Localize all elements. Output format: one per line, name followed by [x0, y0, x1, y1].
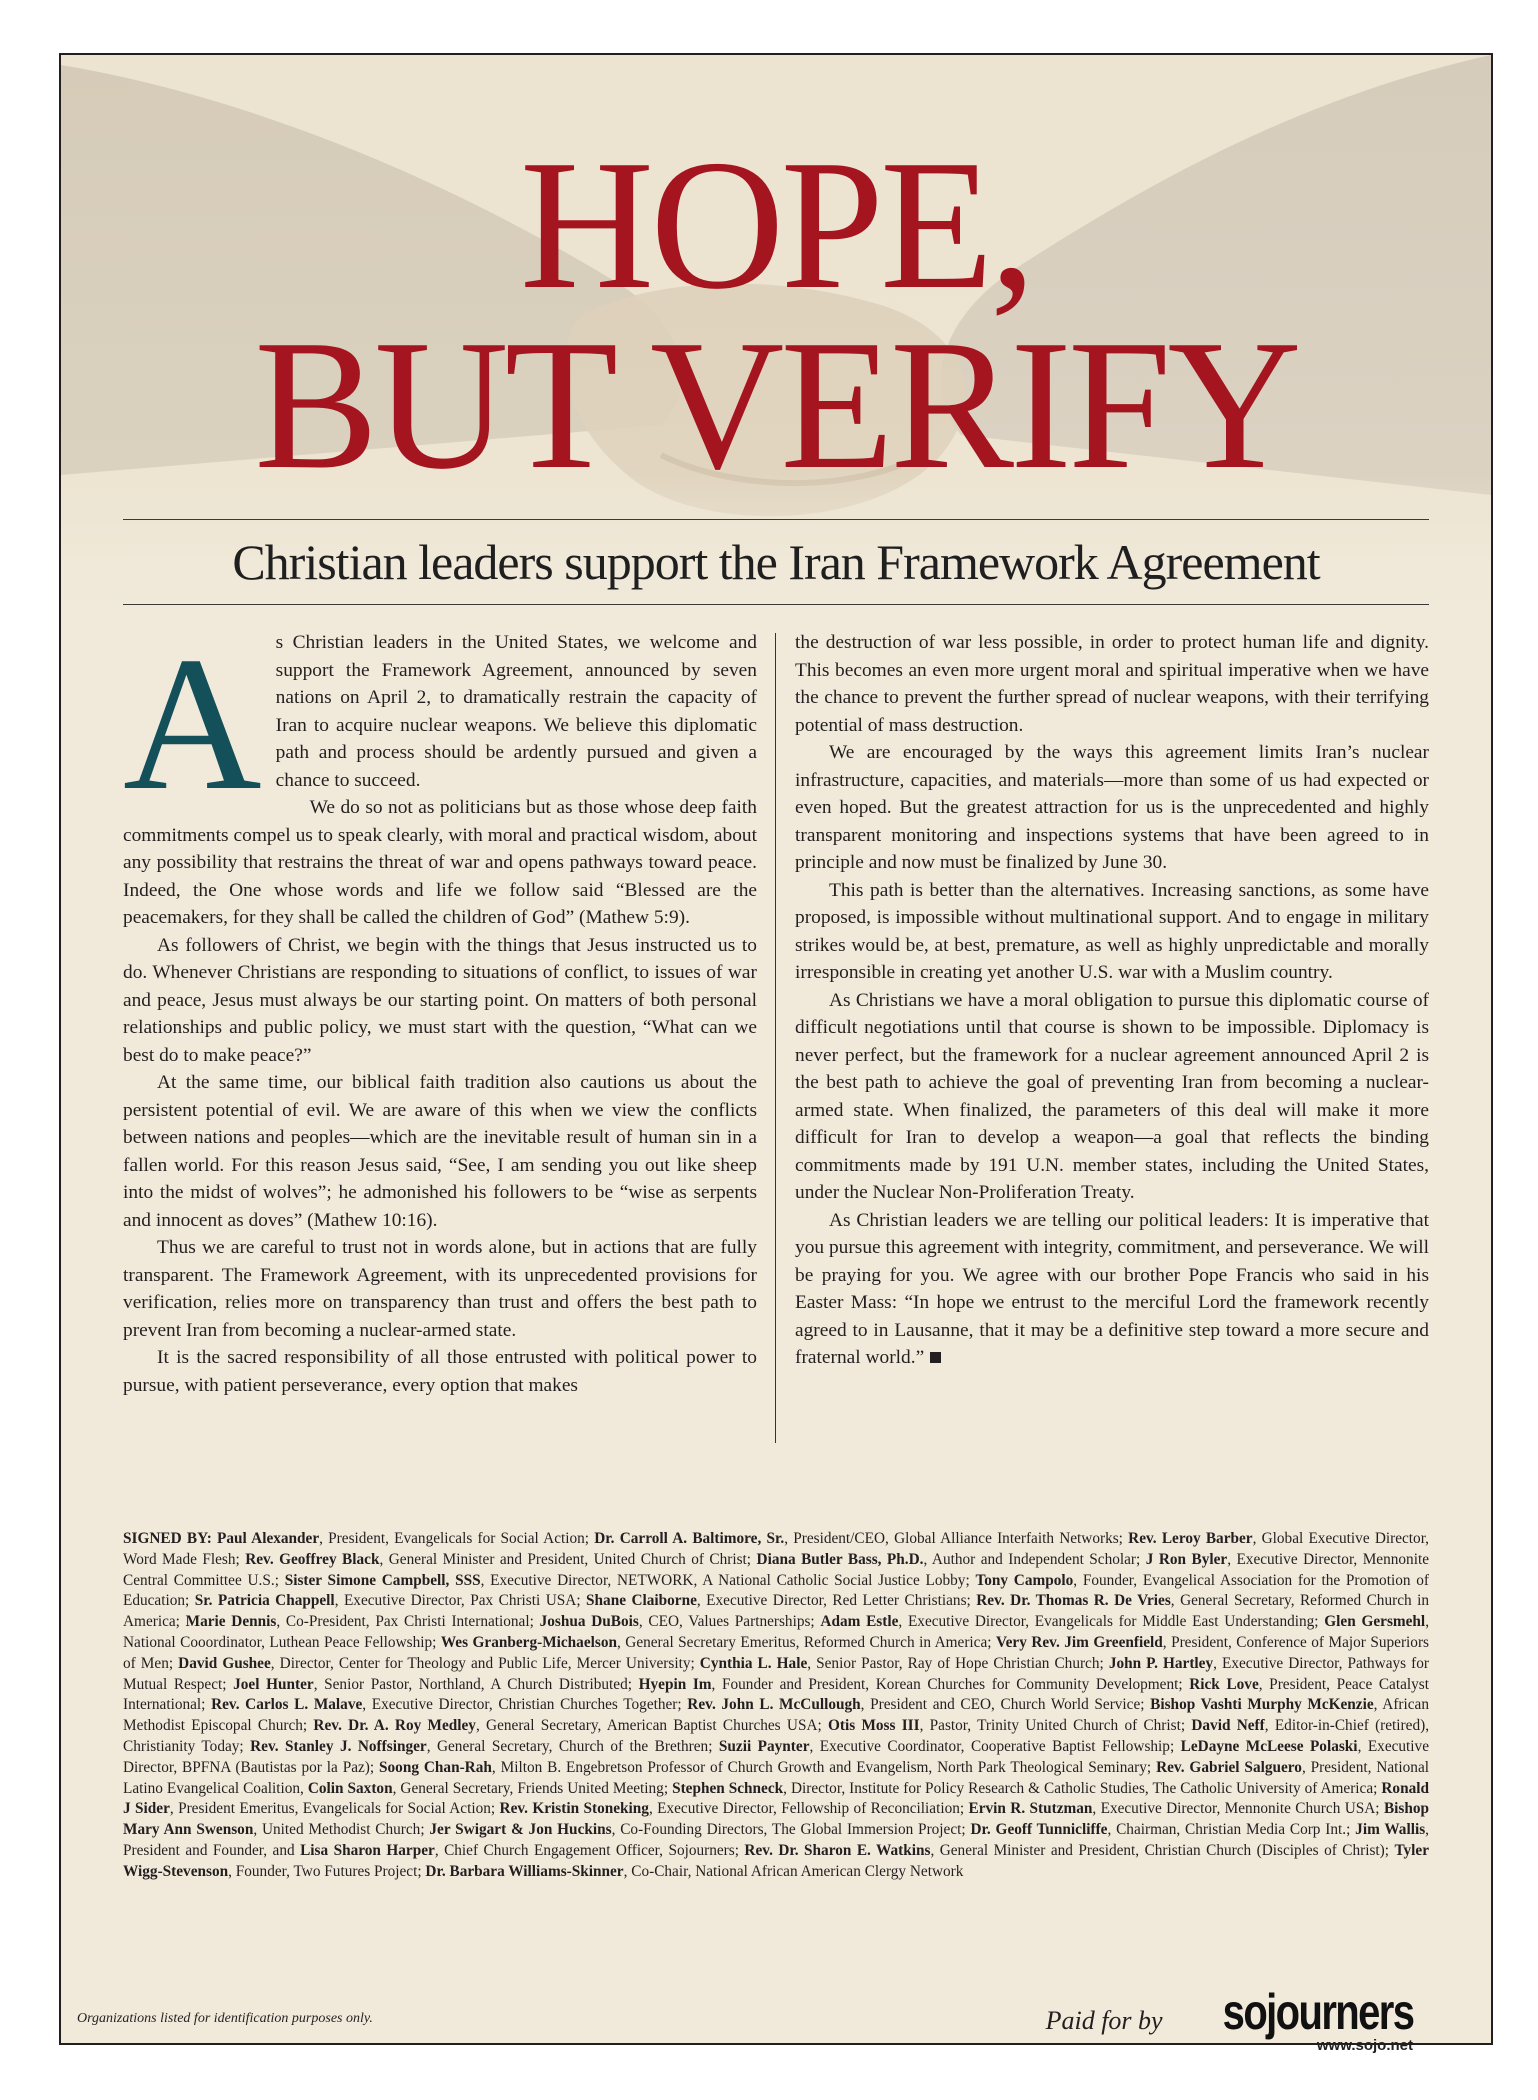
signer-role: , United Methodist Church; — [253, 1821, 430, 1839]
article-paragraph: As Christians we have a moral obligation to pursue this diplomatic course of difficult negotiations until that course is shown to be impossible. Diplomacy is never perfect, but the framework for a nuclear agreement announced April 2 is the best path to achieve the goal of preventing Iran from becoming a nuclear-armed state. When finalized, the parameters of this deal will make it more difficult for Iran to develop a weapon—a goal that reflects the binding commitments made by 191 U.N. member states, including the United States, under the Nuclear Non-Proliferation Treaty. — [795, 989, 1429, 1203]
signer-name: John P. Hartley — [1108, 1654, 1214, 1672]
signer-name: Rev. John L. McCullough — [687, 1696, 861, 1714]
signer-name: Rev. Dr. Sharon E. Watkins — [744, 1841, 931, 1859]
signer-role: , President, National Latino Evangelical Coalition, — [123, 1758, 1429, 1797]
signer-name: Tyler Wigg-Stevenson — [123, 1841, 1429, 1880]
signer-role: , President, Evangelicals for Social Action; — [319, 1530, 595, 1547]
signer-role: , Co-Chair, National African American Clergy Network — [623, 1862, 964, 1880]
signer-role: , Executive Director, NETWORK, A National Catholic Social Justice Lobby; — [480, 1571, 976, 1589]
signer-role: , Executive Coordinator, Cooperative Baptist Fellowship; — [809, 1737, 1181, 1755]
signer-name: Joel Hunter — [233, 1675, 314, 1693]
signer-name: Joshua DuBois — [539, 1613, 639, 1631]
signer-name: Shane Claiborne — [586, 1592, 697, 1610]
signer-name: Sister Simone Campbell, SSS — [284, 1571, 481, 1589]
signer-name: Otis Moss III — [828, 1717, 920, 1735]
signer-name: Rick Love — [1189, 1675, 1259, 1693]
signer-role: , Executive Director, BPFNA (Bautistas por la Paz); — [123, 1737, 1429, 1776]
headline-line-2: BUT VERIFY — [254, 302, 1298, 508]
signer-role: , President/CEO, Global Alliance Interfaith Networks; — [784, 1530, 1129, 1547]
signer-role: , General Secretary, Friends United Meeting; — [392, 1779, 673, 1797]
signer-name: Suzii Paynter — [718, 1737, 810, 1755]
advertisement-page — [59, 53, 1493, 2054]
signer-role: , Founder, Two Futures Project; — [228, 1862, 426, 1880]
article-paragraph — [123, 617, 757, 830]
signer-name: Sr. Patricia Chappell — [194, 1592, 335, 1610]
article-paragraph: It is the sacred responsibility of all those entrusted with political power to pursue, with patient perseverance, every option that makes — [123, 1347, 757, 1396]
article-column-left — [123, 617, 757, 1399]
signer-role: , General Secretary, American Baptist Churches USA; — [475, 1717, 828, 1735]
sojourners-logo: sojourners — [1222, 1984, 1413, 2040]
signer-role: , President, Conference of Major Superiors of Men; — [123, 1633, 1429, 1672]
signer-name: David Gushee — [178, 1654, 271, 1672]
signer-name: Jer Swigart & Jon Huckins — [429, 1821, 612, 1839]
article-paragraph: the destruction of war less possible, in order to protect human life and dignity. This becomes an even more urgent moral and spiritual imperative when we have the chance to prevent the further spread of nuclear weapons, with their terrifying potential of mass destruction. — [795, 632, 1429, 736]
signer-role: , Executive Director, Red Letter Christians; — [696, 1592, 977, 1610]
article-paragraph: At the same time, our biblical faith tradition also cautions us about the persistent potential of evil. We are aware of this when we view the conflicts between nations and peoples—which are the inevitable result of human sin in a fallen world. For this reason Jesus said, “See, I am sending you out like sheep into the midst of wolves”; he admonished his followers to be “wise as serpents and innocent as doves” (Mathew 10:16). — [123, 1072, 757, 1231]
article-paragraph — [795, 1207, 1429, 1372]
signer-role: , General Minister and President, United Church of Christ; — [379, 1550, 757, 1568]
signer-name: Jim Wallis — [1355, 1821, 1426, 1839]
signer-name: Glen Gersmehl — [1324, 1613, 1426, 1631]
signer-role: , Executive Director, Christian Churches Together; — [362, 1696, 688, 1714]
signed-by-label: SIGNED BY: — [123, 1530, 212, 1547]
signer-name: Soong Chan-Rah — [379, 1758, 492, 1776]
signer-name: Bishop Mary Ann Swenson — [123, 1800, 1430, 1839]
signer-name: Rev. Leroy Barber — [1128, 1530, 1253, 1547]
column-divider — [775, 633, 776, 1443]
sponsor-block — [1046, 1983, 1413, 2054]
signer-role: , Co-President, Pax Christi International; — [276, 1613, 540, 1631]
signer-name: Bishop Vashti Murphy McKenzie — [1150, 1696, 1374, 1714]
signer-role: , Editor-in-Chief (retired), Christianity Today; — [123, 1717, 1430, 1755]
signer-role: , African Methodist Episcopal Church; — [123, 1696, 1429, 1735]
signer-role: , Director, Institute for Policy Research & Catholic Studies, The Catholic University of America; — [783, 1779, 1382, 1797]
signer-name: David Neff — [1191, 1717, 1265, 1735]
signer-role: , Founder, Evangelical Association for the Promotion of Education; — [123, 1571, 1429, 1610]
signer-name: Dr. Carroll A. Baltimore, Sr. — [594, 1530, 785, 1547]
signer-name: Dr. Geoff Tunnicliffe — [970, 1821, 1108, 1839]
signer-name: Paul Alexander — [217, 1530, 320, 1547]
signer-role: , Executive Director, Pax Christi USA; — [334, 1592, 587, 1610]
signer-role: , Senior Pastor, Northland, A Church Distributed; — [313, 1675, 639, 1693]
signer-name: Diana Butler Bass, Ph.D. — [756, 1550, 924, 1568]
signer-role: , Executive Director, Fellowship of Reconciliation; — [648, 1800, 969, 1818]
signer-name: Lisa Sharon Harper — [300, 1841, 435, 1859]
headline-line-1: HOPE, — [519, 122, 1033, 328]
paragraph-text: As Christian leaders we are telling our political leaders: It is imperative that you pursue this agreement with integrity, commitment, and perseverance. We will be praying for you. We agree with our brother Pope Francis who said in his Easter Mass: “In hope we entrust to the merciful Lord the framework recently agreed to in Lausanne, that it may be a definitive step toward a more secure and fraternal world.” — [795, 1209, 1429, 1368]
subhead: Christian leaders support the Iran Framework Agreement — [232, 534, 1320, 590]
signer-name: Rev. Kristin Stoneking — [499, 1800, 649, 1818]
signer-name: Marie Dennis — [185, 1613, 277, 1631]
signer-name: Adam Estle — [820, 1613, 899, 1631]
signer-role: , Executive Director, Mennonite Church USA; — [1092, 1800, 1384, 1818]
signer-role: , President, Peace Catalyst International; — [123, 1675, 1429, 1714]
drop-cap: A — [123, 617, 262, 830]
signer-name: Rev. Geoffrey Black — [245, 1550, 380, 1568]
article-paragraph: We do so not as politicians but as those whose deep faith commitments compel us to speak clearly, with moral and practical wisdom, about any possibility that restrains the threat of war and opens pathways toward peace. Indeed, the One whose words and life we follow said “Blessed are the peacemakers, for they shall be called the children of God” (Mathew 5:9). — [123, 797, 757, 928]
paid-for-label: Paid for by — [1045, 2006, 1163, 2035]
signer-role: , General Minister and President, Christian Church (Disciples of Christ); — [930, 1841, 1395, 1859]
signer-name: Cynthia L. Hale — [699, 1654, 808, 1672]
signer-name: Very Rev. Jim Greenfield — [995, 1633, 1163, 1651]
signer-role: , Co-Founding Directors, The Global Immersion Project; — [611, 1821, 971, 1839]
signers — [123, 1530, 1429, 1880]
signer-name: Rev. Carlos L. Malave — [211, 1696, 363, 1714]
signatories-list — [123, 1529, 1429, 1883]
headline — [61, 122, 1491, 508]
signer-name: Rev. Gabriel Salguero — [1156, 1758, 1302, 1776]
signer-name: Wes Granberg-Michaelson — [440, 1633, 617, 1651]
signer-role: , Global Executive Director, Word Made Flesh; — [123, 1530, 1430, 1568]
signer-name: Rev. Stanley J. Noffsinger — [250, 1737, 427, 1755]
signer-role: , Milton B. Engebretson Professor of Church Growth and Evangelism, North Park Theological Seminary; — [491, 1758, 1157, 1776]
signer-name: J Ron Byler — [1145, 1550, 1228, 1568]
signer-role: , President Emeritus, Evangelicals for Social Action; — [169, 1800, 500, 1818]
signer-role: , Author and Independent Scholar; — [923, 1550, 1146, 1568]
article-column-right — [795, 629, 1429, 1372]
signer-role: , Executive Director, Mennonite Central Committee U.S.; — [123, 1550, 1429, 1589]
signer-name: Ervin R. Stutzman — [968, 1800, 1093, 1818]
signer-name: Tony Campolo — [975, 1571, 1074, 1589]
footnote: Organizations listed for identification purposes only. — [77, 2011, 373, 2026]
signer-role: , CEO, Values Partnerships; — [638, 1613, 821, 1631]
signer-name: Rev. Dr. A. Roy Medley — [313, 1717, 476, 1735]
signer-role: , President and CEO, Church World Service; — [860, 1696, 1151, 1714]
signer-role: , Executive Director, Evangelicals for Middle East Understanding; — [898, 1613, 1325, 1631]
signer-role: , Senior Pastor, Ray of Hope Christian Church; — [807, 1654, 1109, 1672]
article-paragraph: As followers of Christ, we begin with the things that Jesus instructed us to do. Whenever Christians are responding to situations of conflict, to issues of war and peace, Jesus must always be our starting point. On matters of both personal relationships and public policy, we must start with the question, “What can we best do to make peace?” — [123, 934, 757, 1066]
signer-name: LeDayne McLeese Polaski — [1180, 1737, 1358, 1755]
signer-role: , Director, Center for Theology and Public Life, Mercer University; — [270, 1654, 700, 1672]
article-paragraph: We are encouraged by the ways this agreement limits Iran’s nuclear infrastructure, capacities, and materials—more than some of us had expected or even hoped. But the greatest attraction for us is the unprecedented and highly transparent monitoring and inspections systems that have been agreed to in principle and now must be finalized by June 30. — [795, 742, 1429, 873]
sponsor-url[interactable]: www.sojo.net — [1316, 2037, 1413, 2054]
signer-role: , Chairman, Christian Media Corp Int.; — [1107, 1821, 1356, 1839]
signer-role: , National Cooordinator, Luthean Peace Fellowship; — [123, 1613, 1430, 1651]
signer-role: , Executive Director, Pathways for Mutual Respect; — [123, 1654, 1429, 1693]
signer-role: , General Secretary Emeritus, Reformed Church in America; — [616, 1633, 996, 1651]
subhead-rule-box — [123, 519, 1429, 605]
signer-role: , General Secretary, Church of the Brethren; — [426, 1737, 719, 1755]
sponsor-line — [1046, 1983, 1413, 2041]
article-paragraph: This path is better than the alternatives. Increasing sanctions, as some have proposed, is impossible without multinational support. And to engage in military strikes would be, at best, premature, as well as highly unpredictable and morally irresponsible in creating yet another U.S. war with a Muslim country. — [795, 879, 1429, 983]
signer-name: Colin Saxton — [307, 1779, 393, 1797]
article-body — [123, 617, 1429, 1509]
signer-role: , General Secretary, Reformed Church in America; — [123, 1592, 1429, 1631]
signer-role: , President and Founder, and — [123, 1821, 1429, 1859]
signer-name: Ronald J Sider — [123, 1779, 1429, 1818]
signer-name: Rev. Dr. Thomas R. De Vries — [976, 1592, 1171, 1610]
article-paragraph: Thus we are careful to trust not in words alone, but in actions that are fully transparent. The Framework Agreement, with its unprecedented provisions for verification, relies more on transparency than trust and offers the best path to prevent Iran from becoming a nuclear-armed state. — [123, 1237, 757, 1341]
signer-name: Dr. Barbara Williams-Skinner — [425, 1862, 624, 1880]
end-mark-icon — [930, 1352, 941, 1363]
signer-role: , Chief Church Engagement Officer, Sojourners; — [434, 1841, 745, 1859]
signer-role: , Pastor, Trinity United Church of Christ; — [919, 1717, 1192, 1735]
signer-role: , Founder and President, Korean Churches for Community Development; — [711, 1675, 1190, 1693]
paragraph-text: s Christian leaders in the United States, we welcome and support the Framework Agreement, announced by seven nations on April 2, to dramatically restrain the capacity of Iran to acquire nuclear weapons. We believe this diplomatic path and process should be ardently pursued and given a chance to succeed. — [275, 632, 757, 791]
signer-name: Hyepin Im — [638, 1675, 712, 1693]
signer-name: Stephen Schneck — [672, 1779, 784, 1797]
